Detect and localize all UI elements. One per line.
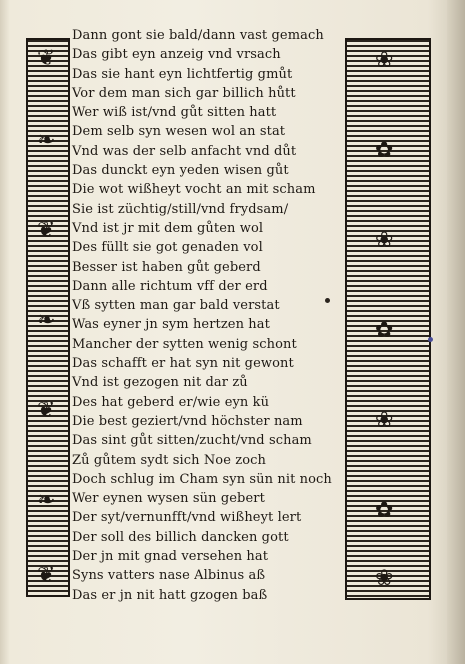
verse-line: Wer wiß ist/vnd gůt sitten hatt — [72, 105, 277, 121]
verse-line: Wer eynen wysen sün gebert — [72, 491, 265, 507]
verse-line: Zů gůtem sydt sich Noe zoch — [72, 452, 266, 468]
ink-speck — [325, 298, 330, 303]
verse-line: Das sint gůt sitten/zucht/vnd scham — [72, 433, 312, 449]
verse-line: Das schafft er hat syn nit gewont — [72, 356, 294, 372]
vine-ornament-icon: ❀ — [375, 566, 394, 591]
right-woodcut-border — [345, 38, 431, 600]
verse-line: Dem selb syn wesen wol an stat — [72, 124, 286, 140]
verse-line: Vor dem man sich gar billich hůtt — [72, 85, 296, 101]
verse-text — [72, 26, 342, 605]
leaf-ornament-icon: ❦ — [37, 46, 56, 71]
verse-line: Was eyner jn sym hertzen hat — [72, 317, 270, 333]
vine-ornament-icon: ✿ — [375, 498, 394, 523]
verse-line: Sie ist züchtig/still/vnd frydsam/ — [72, 201, 289, 217]
leaf-ornament-icon: ❦ — [37, 563, 56, 588]
verse-line: Der jn mit gnad versehen hat — [72, 549, 269, 565]
vine-ornament-icon: ❀ — [375, 408, 394, 433]
verse-line: Doch schlug im Cham syn sün nit noch — [72, 471, 332, 487]
verse-line: Besser ist haben gůt geberd — [72, 259, 261, 275]
verse-line: Die wot wißheyt vocht an mit scham — [72, 182, 316, 198]
leaf-ornament-icon: ❧ — [37, 128, 56, 153]
ink-speck — [428, 337, 433, 342]
verse-line: Die best geziert/vnd höchster nam — [72, 413, 303, 429]
verse-line: Vß sytten man gar bald verstat — [72, 298, 280, 314]
verse-line: Das dunckt eyn yeden wisen gůt — [72, 163, 289, 179]
verse-line: Dann gont sie bald/dann vast gemach — [72, 28, 324, 43]
page-edge — [447, 0, 465, 664]
vine-ornament-icon: ❀ — [375, 48, 394, 73]
vine-ornament-icon: ❀ — [375, 228, 394, 253]
verse-line: Syns vatters nase Albinus aß — [72, 568, 266, 584]
verse-line: Vnd ist gezogen nit dar zů — [72, 375, 248, 391]
verse-line: Des hat geberd er/wie eyn kü — [72, 394, 270, 410]
leaf-ornament-icon: ❦ — [37, 218, 56, 243]
verse-line: Der syt/vernunfft/vnd wißheyt lert — [72, 510, 302, 526]
verse-line: Mancher der sytten wenig schont — [72, 336, 297, 352]
verse-line: Des füllt sie got genaden vol — [72, 240, 263, 256]
leaf-ornament-icon: ❦ — [37, 398, 56, 423]
verse-line: Das sie hant eyn lichtfertig gmůt — [72, 66, 293, 82]
verse-line: Das gibt eyn anzeig vnd vrsach — [72, 47, 281, 63]
verse-line: Vnd was der selb anfacht vnd důt — [72, 143, 297, 159]
verse-line: Das er jn nit hatt gzogen baß — [72, 587, 268, 603]
vine-ornament-icon: ✿ — [375, 138, 394, 163]
leaf-ornament-icon: ❧ — [37, 308, 56, 333]
leaf-ornament-icon: ❧ — [37, 488, 56, 513]
verse-line: Vnd ist jr mit dem gůten wol — [72, 220, 264, 236]
left-woodcut-border — [26, 38, 70, 597]
verse-line: Der soll des billich dancken gott — [72, 529, 289, 545]
vine-ornament-icon: ✿ — [375, 318, 394, 343]
verse-line: Dann alle richtum vff der erd — [72, 278, 268, 294]
